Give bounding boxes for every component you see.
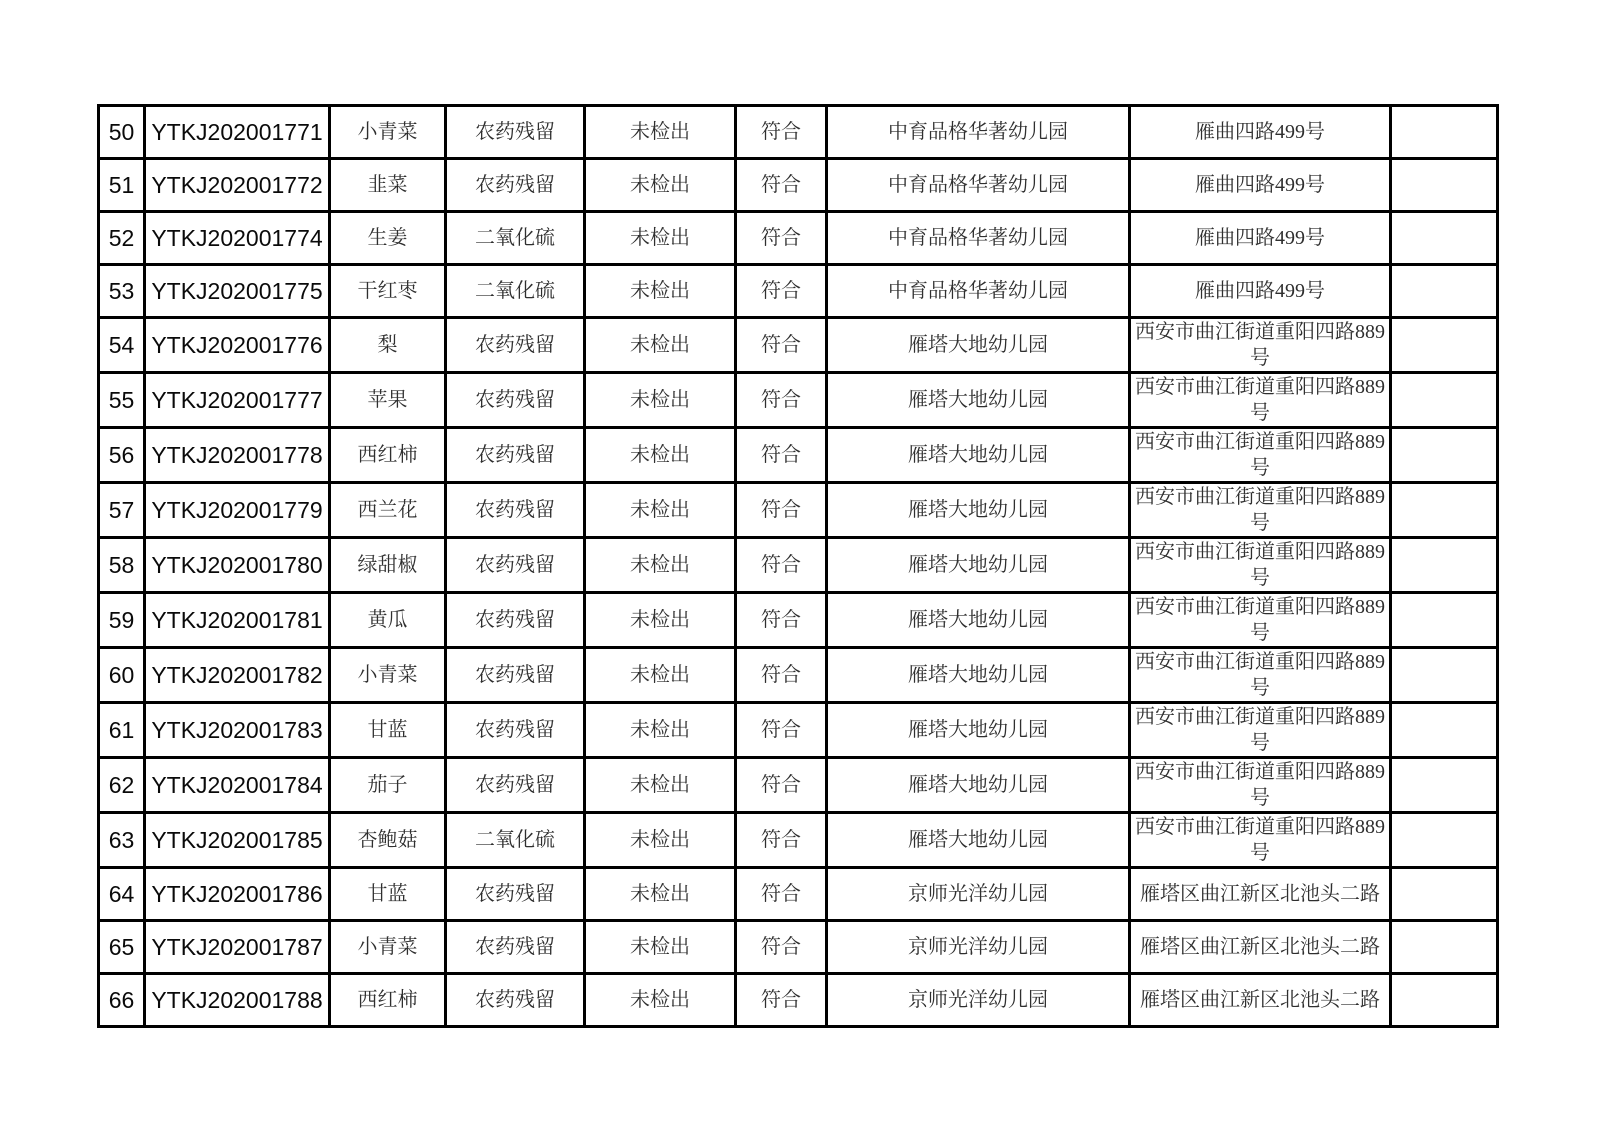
cell-row-number: 53	[99, 265, 145, 318]
cell-address: 西安市曲江街道重阳四路889号	[1130, 373, 1391, 428]
cell-sample-id: YTKJ202001774	[145, 212, 330, 265]
table-row	[99, 106, 1498, 159]
cell-address: 西安市曲江街道重阳四路889号	[1130, 813, 1391, 868]
cell-note	[1391, 373, 1498, 428]
cell-sample-id: YTKJ202001784	[145, 758, 330, 813]
cell-organization: 雁塔大地幼儿园	[827, 648, 1130, 703]
cell-conclusion: 符合	[736, 648, 827, 703]
cell-conclusion: 符合	[736, 868, 827, 921]
cell-conclusion: 符合	[736, 373, 827, 428]
cell-address: 雁塔区曲江新区北池头二路	[1130, 868, 1391, 921]
cell-sample-id: YTKJ202001779	[145, 483, 330, 538]
cell-sample-id: YTKJ202001787	[145, 921, 330, 974]
cell-conclusion: 符合	[736, 758, 827, 813]
cell-organization: 中育品格华著幼儿园	[827, 212, 1130, 265]
cell-sample-name: 杏鲍菇	[330, 813, 446, 868]
cell-sample-id: YTKJ202001786	[145, 868, 330, 921]
cell-test-result: 未检出	[585, 921, 736, 974]
cell-sample-id: YTKJ202001782	[145, 648, 330, 703]
cell-test-item: 农药残留	[446, 921, 585, 974]
cell-sample-name: 韭菜	[330, 159, 446, 212]
cell-note	[1391, 212, 1498, 265]
cell-row-number: 59	[99, 593, 145, 648]
cell-note	[1391, 648, 1498, 703]
cell-note	[1391, 868, 1498, 921]
cell-organization: 京师光洋幼儿园	[827, 974, 1130, 1027]
cell-sample-id: YTKJ202001772	[145, 159, 330, 212]
cell-test-item: 农药残留	[446, 538, 585, 593]
table-row	[99, 212, 1498, 265]
cell-note	[1391, 813, 1498, 868]
cell-conclusion: 符合	[736, 703, 827, 758]
cell-conclusion: 符合	[736, 538, 827, 593]
cell-sample-id: YTKJ202001776	[145, 318, 330, 373]
cell-test-item: 农药残留	[446, 974, 585, 1027]
cell-test-result: 未检出	[585, 483, 736, 538]
cell-test-item: 农药残留	[446, 868, 585, 921]
cell-note	[1391, 758, 1498, 813]
cell-test-result: 未检出	[585, 593, 736, 648]
cell-organization: 京师光洋幼儿园	[827, 921, 1130, 974]
cell-organization: 中育品格华著幼儿园	[827, 106, 1130, 159]
table-row	[99, 593, 1498, 648]
cell-organization: 雁塔大地幼儿园	[827, 703, 1130, 758]
table-row	[99, 538, 1498, 593]
cell-sample-name: 茄子	[330, 758, 446, 813]
cell-address: 西安市曲江街道重阳四路889号	[1130, 648, 1391, 703]
cell-test-item: 农药残留	[446, 373, 585, 428]
cell-sample-name: 梨	[330, 318, 446, 373]
cell-conclusion: 符合	[736, 159, 827, 212]
inspection-results-table	[97, 104, 1499, 1028]
cell-address: 雁塔区曲江新区北池头二路	[1130, 974, 1391, 1027]
cell-test-result: 未检出	[585, 265, 736, 318]
cell-sample-id: YTKJ202001781	[145, 593, 330, 648]
cell-note	[1391, 538, 1498, 593]
cell-note	[1391, 974, 1498, 1027]
cell-row-number: 54	[99, 318, 145, 373]
cell-note	[1391, 593, 1498, 648]
cell-test-item: 农药残留	[446, 483, 585, 538]
cell-note	[1391, 483, 1498, 538]
cell-organization: 中育品格华著幼儿园	[827, 265, 1130, 318]
cell-conclusion: 符合	[736, 212, 827, 265]
cell-row-number: 52	[99, 212, 145, 265]
cell-test-item: 农药残留	[446, 593, 585, 648]
cell-address: 雁塔区曲江新区北池头二路	[1130, 921, 1391, 974]
table-row	[99, 428, 1498, 483]
cell-test-item: 二氧化硫	[446, 813, 585, 868]
cell-row-number: 58	[99, 538, 145, 593]
cell-address: 西安市曲江街道重阳四路889号	[1130, 758, 1391, 813]
cell-test-result: 未检出	[585, 373, 736, 428]
cell-row-number: 65	[99, 921, 145, 974]
table-row	[99, 318, 1498, 373]
table-row	[99, 483, 1498, 538]
cell-test-result: 未检出	[585, 159, 736, 212]
cell-row-number: 55	[99, 373, 145, 428]
cell-test-result: 未检出	[585, 868, 736, 921]
table-row	[99, 921, 1498, 974]
table-row	[99, 813, 1498, 868]
cell-address: 西安市曲江街道重阳四路889号	[1130, 318, 1391, 373]
cell-conclusion: 符合	[736, 813, 827, 868]
cell-sample-id: YTKJ202001785	[145, 813, 330, 868]
table-row	[99, 703, 1498, 758]
cell-address: 雁曲四路499号	[1130, 212, 1391, 265]
cell-test-result: 未检出	[585, 428, 736, 483]
cell-row-number: 50	[99, 106, 145, 159]
cell-address: 西安市曲江街道重阳四路889号	[1130, 593, 1391, 648]
cell-conclusion: 符合	[736, 593, 827, 648]
cell-row-number: 56	[99, 428, 145, 483]
cell-test-result: 未检出	[585, 538, 736, 593]
cell-address: 西安市曲江街道重阳四路889号	[1130, 483, 1391, 538]
cell-address: 雁曲四路499号	[1130, 265, 1391, 318]
cell-organization: 雁塔大地幼儿园	[827, 758, 1130, 813]
cell-organization: 雁塔大地幼儿园	[827, 373, 1130, 428]
cell-sample-name: 甘蓝	[330, 703, 446, 758]
table-row	[99, 974, 1498, 1027]
cell-test-item: 二氧化硫	[446, 265, 585, 318]
cell-test-item: 农药残留	[446, 428, 585, 483]
cell-organization: 雁塔大地幼儿园	[827, 593, 1130, 648]
cell-organization: 雁塔大地幼儿园	[827, 538, 1130, 593]
cell-test-result: 未检出	[585, 813, 736, 868]
cell-test-result: 未检出	[585, 974, 736, 1027]
cell-sample-name: 小青菜	[330, 921, 446, 974]
cell-note	[1391, 428, 1498, 483]
cell-row-number: 60	[99, 648, 145, 703]
cell-test-item: 农药残留	[446, 648, 585, 703]
cell-test-item: 农药残留	[446, 106, 585, 159]
cell-row-number: 63	[99, 813, 145, 868]
table-row	[99, 648, 1498, 703]
cell-note	[1391, 265, 1498, 318]
cell-address: 西安市曲江街道重阳四路889号	[1130, 538, 1391, 593]
cell-sample-id: YTKJ202001775	[145, 265, 330, 318]
cell-address: 西安市曲江街道重阳四路889号	[1130, 703, 1391, 758]
cell-test-result: 未检出	[585, 106, 736, 159]
cell-conclusion: 符合	[736, 974, 827, 1027]
cell-row-number: 64	[99, 868, 145, 921]
cell-sample-id: YTKJ202001771	[145, 106, 330, 159]
cell-sample-name: 西红柿	[330, 428, 446, 483]
cell-organization: 雁塔大地幼儿园	[827, 318, 1130, 373]
cell-conclusion: 符合	[736, 428, 827, 483]
cell-row-number: 66	[99, 974, 145, 1027]
cell-note	[1391, 318, 1498, 373]
cell-test-result: 未检出	[585, 212, 736, 265]
cell-sample-name: 小青菜	[330, 648, 446, 703]
cell-test-result: 未检出	[585, 758, 736, 813]
cell-sample-name: 绿甜椒	[330, 538, 446, 593]
cell-test-item: 二氧化硫	[446, 212, 585, 265]
cell-row-number: 61	[99, 703, 145, 758]
cell-sample-id: YTKJ202001780	[145, 538, 330, 593]
cell-address: 西安市曲江街道重阳四路889号	[1130, 428, 1391, 483]
cell-conclusion: 符合	[736, 483, 827, 538]
cell-test-result: 未检出	[585, 318, 736, 373]
table-row	[99, 758, 1498, 813]
cell-test-result: 未检出	[585, 703, 736, 758]
cell-test-item: 农药残留	[446, 318, 585, 373]
cell-sample-name: 生姜	[330, 212, 446, 265]
cell-sample-name: 西兰花	[330, 483, 446, 538]
cell-note	[1391, 921, 1498, 974]
cell-organization: 雁塔大地幼儿园	[827, 813, 1130, 868]
cell-conclusion: 符合	[736, 318, 827, 373]
table-row	[99, 159, 1498, 212]
cell-organization: 雁塔大地幼儿园	[827, 428, 1130, 483]
cell-row-number: 62	[99, 758, 145, 813]
cell-organization: 雁塔大地幼儿园	[827, 483, 1130, 538]
cell-sample-name: 干红枣	[330, 265, 446, 318]
cell-sample-id: YTKJ202001788	[145, 974, 330, 1027]
cell-sample-id: YTKJ202001777	[145, 373, 330, 428]
cell-test-result: 未检出	[585, 648, 736, 703]
cell-sample-name: 苹果	[330, 373, 446, 428]
cell-row-number: 51	[99, 159, 145, 212]
cell-note	[1391, 106, 1498, 159]
table-row	[99, 868, 1498, 921]
cell-organization: 京师光洋幼儿园	[827, 868, 1130, 921]
cell-conclusion: 符合	[736, 921, 827, 974]
cell-address: 雁曲四路499号	[1130, 106, 1391, 159]
cell-address: 雁曲四路499号	[1130, 159, 1391, 212]
cell-sample-name: 甘蓝	[330, 868, 446, 921]
table-row	[99, 265, 1498, 318]
cell-test-item: 农药残留	[446, 159, 585, 212]
cell-note	[1391, 703, 1498, 758]
cell-sample-name: 小青菜	[330, 106, 446, 159]
cell-sample-id: YTKJ202001778	[145, 428, 330, 483]
table-row	[99, 373, 1498, 428]
cell-note	[1391, 159, 1498, 212]
cell-organization: 中育品格华著幼儿园	[827, 159, 1130, 212]
cell-row-number: 57	[99, 483, 145, 538]
cell-sample-name: 黄瓜	[330, 593, 446, 648]
cell-sample-name: 西红柿	[330, 974, 446, 1027]
cell-test-item: 农药残留	[446, 703, 585, 758]
cell-test-item: 农药残留	[446, 758, 585, 813]
table-body	[99, 106, 1498, 1027]
cell-conclusion: 符合	[736, 265, 827, 318]
cell-conclusion: 符合	[736, 106, 827, 159]
cell-sample-id: YTKJ202001783	[145, 703, 330, 758]
